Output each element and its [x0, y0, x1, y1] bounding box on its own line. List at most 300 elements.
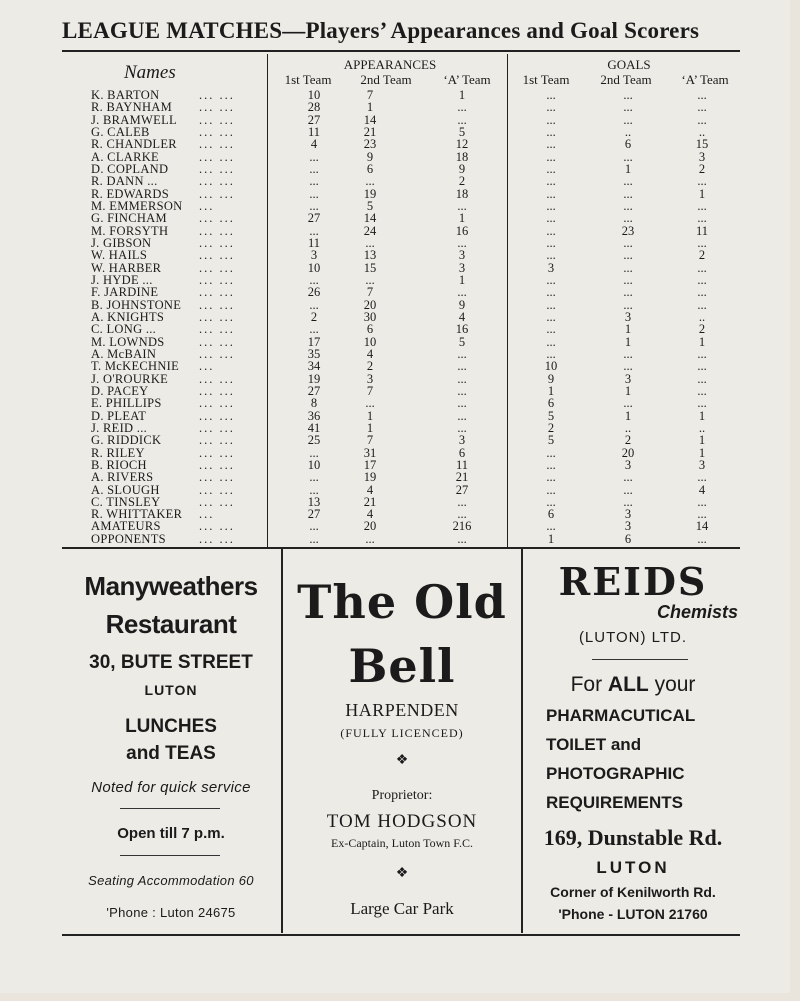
goals-1st: ...	[546, 223, 556, 238]
restaurant-seating: Seating Accommodation 60	[88, 873, 254, 888]
dot-leader: ...	[199, 198, 215, 213]
app-2nd: 10	[363, 334, 377, 349]
app-2nd: 15	[363, 260, 377, 275]
dot-leader: ... ...	[199, 137, 235, 152]
app-a: 21	[455, 470, 469, 485]
app-2nd: 4	[366, 482, 374, 497]
goals-a: ...	[697, 285, 707, 300]
player-name: T. McKECHNIE	[91, 359, 180, 374]
app-a: 1	[458, 272, 466, 287]
goals-2nd: ...	[623, 297, 633, 312]
goals-2nd: 3	[624, 507, 632, 522]
app-1st: 10	[307, 457, 321, 472]
player-name: R. RILEY	[91, 445, 145, 460]
app-1st: ...	[309, 297, 319, 312]
goals-a: 14	[695, 519, 709, 534]
app-1st: 27	[307, 507, 321, 522]
app-1st: 10	[307, 260, 321, 275]
pub-town: HARPENDEN	[345, 700, 459, 720]
app-a: 216	[452, 519, 472, 534]
goals-1st: 6	[547, 507, 555, 522]
player-name: E. PHILLIPS	[91, 396, 162, 411]
chemist-product-2: TOILET and	[546, 735, 642, 754]
dot-leader: ... ...	[199, 457, 235, 472]
restaurant-hours: Open till 7 p.m.	[117, 825, 225, 842]
player-name: D. PLEAT	[91, 408, 147, 423]
goals-a: ...	[697, 359, 707, 374]
app-a: 6	[458, 445, 466, 460]
app-2nd: 21	[363, 124, 377, 139]
table-row	[0, 286, 790, 298]
app-a: ...	[457, 198, 467, 213]
app-a: ...	[457, 371, 467, 386]
goals-2nd: 1	[624, 383, 632, 398]
table-row	[0, 249, 790, 261]
goals-a: 1	[698, 445, 706, 460]
goals-1st: ...	[546, 519, 556, 534]
app-2nd: 19	[363, 470, 377, 485]
app-1st: 41	[307, 420, 321, 435]
app-a: 12	[455, 137, 469, 152]
app-a: 16	[455, 322, 469, 337]
goals-2nd: ...	[623, 285, 633, 300]
dot-leader: ... ...	[199, 174, 235, 189]
player-name: D. COPLAND	[91, 161, 169, 176]
goals-a: 15	[695, 137, 709, 152]
app-a: 9	[458, 161, 466, 176]
ornament-icon: ❖	[395, 753, 409, 768]
goals-2nd: 1	[624, 322, 632, 337]
goals-a: 1	[698, 433, 706, 448]
tagline-post: your	[648, 673, 696, 696]
app-1st: ...	[309, 322, 319, 337]
app-1st: ...	[309, 482, 319, 497]
dot-leader: ... ...	[199, 100, 235, 115]
goals-1st: ...	[546, 285, 556, 300]
goals-2nd: ...	[623, 359, 633, 374]
goals-a: ...	[697, 494, 707, 509]
goals-1st: ...	[546, 457, 556, 472]
goals-2nd: ...	[623, 100, 633, 115]
goals-1st: 3	[547, 260, 555, 275]
app-1st: 36	[307, 408, 321, 423]
app-a: 4	[458, 309, 466, 324]
player-name: A. CLARKE	[91, 149, 159, 164]
goals-1st: ...	[546, 88, 556, 102]
proprietor-name: TOM HODGSON	[326, 811, 478, 832]
goals-1st: ...	[546, 334, 556, 349]
app-1st: ...	[309, 272, 319, 287]
goals-2nd: ...	[623, 198, 633, 213]
goals-1st: ...	[546, 124, 556, 139]
dot-leader: ... ...	[199, 186, 235, 201]
goals-a: ...	[697, 211, 707, 226]
goals-a: ...	[697, 198, 707, 213]
app-a: 2	[458, 174, 466, 189]
pub-parking: Large Car Park	[350, 899, 454, 918]
app-a: 3	[458, 260, 466, 275]
chemist-product-3: PHOTOGRAPHIC	[546, 764, 685, 783]
app-1st: ...	[309, 470, 319, 485]
ornament-icon: ❖	[395, 866, 409, 881]
app-2nd: 7	[366, 285, 374, 300]
app-1st: ...	[309, 223, 319, 238]
dot-leader: ... ...	[199, 519, 235, 534]
goals-1st: ...	[546, 112, 556, 127]
app-1st: 17	[307, 334, 321, 349]
goals-1st: ...	[546, 211, 556, 226]
dot-leader: ... ...	[199, 161, 235, 176]
goals-2nd: ...	[623, 260, 633, 275]
app-1st: 10	[307, 88, 321, 102]
dot-leader: ... ...	[199, 346, 235, 361]
goals-1st: ...	[546, 322, 556, 337]
col-header-app-a: ‘A’ Team	[443, 72, 491, 87]
player-name: B. JOHNSTONE	[91, 297, 182, 312]
app-2nd: 23	[363, 137, 377, 152]
table-bottom-rule	[62, 547, 740, 549]
goals-2nd: 1	[624, 408, 632, 423]
player-name: OPPONENTS	[91, 531, 166, 546]
table-row	[0, 434, 790, 446]
goals-2nd: ...	[623, 396, 633, 411]
app-1st: ...	[309, 445, 319, 460]
app-2nd: ...	[365, 531, 375, 546]
app-1st: ...	[309, 174, 319, 189]
dot-leader: ... ...	[199, 124, 235, 139]
dot-leader: ... ...	[199, 211, 235, 226]
player-name: C. TINSLEY	[91, 494, 161, 509]
goals-2nd: ...	[623, 88, 633, 102]
dot-leader: ... ...	[199, 371, 235, 386]
app-2nd: 14	[363, 211, 377, 226]
dot-leader: ... ...	[199, 334, 235, 349]
goals-2nd: 3	[624, 371, 632, 386]
dot-leader: ... ...	[199, 235, 235, 250]
restaurant-phone: 'Phone : Luton 24675	[106, 905, 236, 920]
goals-1st: ...	[546, 198, 556, 213]
goals-1st: ...	[546, 482, 556, 497]
player-name: J. BRAMWELL	[91, 112, 177, 127]
goals-a: ...	[697, 346, 707, 361]
app-2nd: 7	[366, 433, 374, 448]
player-name: F. JARDINE	[91, 285, 159, 300]
table-row	[0, 397, 790, 409]
app-a: ...	[457, 285, 467, 300]
goals-a: 2	[698, 161, 706, 176]
goals-1st: ...	[546, 161, 556, 176]
chemist-name: REIDS	[558, 559, 708, 604]
app-a: ...	[457, 383, 467, 398]
goals-1st: 6	[547, 396, 555, 411]
goals-2nd: 3	[624, 309, 632, 324]
player-name: A. RIVERS	[91, 470, 154, 485]
app-a: ...	[457, 507, 467, 522]
goals-1st: ...	[546, 235, 556, 250]
app-a: 5	[458, 124, 466, 139]
app-1st: 27	[307, 383, 321, 398]
chemist-product-4: REQUIREMENTS	[546, 793, 683, 812]
title-underline	[62, 50, 740, 52]
restaurant-rule-1	[120, 808, 220, 809]
app-2nd: 4	[366, 346, 374, 361]
goals-1st: ...	[546, 346, 556, 361]
app-1st: 27	[307, 112, 321, 127]
dot-leader: ... ...	[199, 272, 235, 287]
goals-a: 1	[698, 334, 706, 349]
player-name: K. BARTON	[91, 88, 160, 102]
player-name: M. LOWNDS	[91, 334, 165, 349]
app-a: 27	[455, 482, 469, 497]
app-2nd: ...	[365, 235, 375, 250]
app-2nd: 7	[366, 88, 374, 102]
pub-name-line-2: Bell	[348, 639, 456, 693]
goals-a: ..	[698, 124, 706, 139]
app-a: 1	[458, 211, 466, 226]
goals-a: 1	[698, 408, 706, 423]
goals-a: ...	[697, 272, 707, 287]
app-2nd: 9	[366, 149, 374, 164]
table-row	[0, 471, 790, 483]
dot-leader: ... ...	[199, 470, 235, 485]
proprietor-note: Ex-Captain, Luton Town F.C.	[331, 836, 473, 850]
player-name: A. KNIGHTS	[91, 309, 165, 324]
goals-2nd: ...	[623, 248, 633, 263]
app-a: 9	[458, 297, 466, 312]
app-1st: 28	[307, 100, 321, 115]
goals-a: ..	[698, 420, 706, 435]
table-row	[0, 323, 790, 335]
chemist-town: LUTON	[596, 858, 670, 877]
app-1st: ...	[309, 186, 319, 201]
dot-leader: ... ...	[199, 322, 235, 337]
restaurant-offer-2: and TEAS	[126, 743, 216, 764]
table-row	[0, 175, 790, 187]
goals-a: ...	[697, 371, 707, 386]
app-1st: 27	[307, 211, 321, 226]
dot-leader: ...	[199, 359, 215, 374]
goals-1st: ...	[546, 470, 556, 485]
app-a: ...	[457, 396, 467, 411]
page-title: LEAGUE MATCHES—Players’ Appearances and Goal Scorers	[62, 18, 700, 43]
dot-leader: ... ...	[199, 285, 235, 300]
goals-1st: ...	[546, 137, 556, 152]
tagline-pre: For	[570, 673, 608, 696]
app-2nd: 13	[363, 248, 377, 263]
goals-1st: ...	[546, 272, 556, 287]
restaurant-address: 30, BUTE STREET	[89, 652, 253, 673]
app-a: 16	[455, 223, 469, 238]
app-1st: 34	[307, 359, 321, 374]
goals-2nd: ..	[624, 420, 632, 435]
goals-a: 11	[695, 223, 709, 238]
app-1st: 11	[307, 235, 321, 250]
goals-a: ...	[697, 396, 707, 411]
app-2nd: ...	[365, 174, 375, 189]
goals-1st: 9	[547, 371, 555, 386]
col-header-app-1st: 1st Team	[284, 72, 332, 87]
app-1st: 13	[307, 494, 321, 509]
restaurant-name: Manyweathers	[84, 571, 258, 601]
dot-leader: ... ...	[199, 88, 235, 102]
table-row	[0, 101, 790, 113]
goals-2nd: ...	[623, 272, 633, 287]
goals-2nd: ...	[623, 112, 633, 127]
dot-leader: ... ...	[199, 433, 235, 448]
goals-1st: 10	[544, 359, 558, 374]
player-name: W. HAILS	[91, 248, 148, 263]
goals-a: 4	[698, 482, 706, 497]
app-a: 1	[458, 88, 466, 102]
app-2nd: 30	[363, 309, 377, 324]
app-a: ...	[457, 112, 467, 127]
app-a: ...	[457, 346, 467, 361]
app-1st: ...	[309, 149, 319, 164]
app-1st: 26	[307, 285, 321, 300]
player-name: D. PACEY	[91, 383, 149, 398]
app-2nd: 31	[363, 445, 377, 460]
goals-1st: ...	[546, 248, 556, 263]
app-1st: 3	[310, 248, 318, 263]
app-2nd: 1	[366, 100, 374, 115]
goals-2nd: 1	[624, 161, 632, 176]
goals-2nd: ...	[623, 174, 633, 189]
col-header-app-2nd: 2nd Team	[360, 72, 412, 87]
goals-1st: ...	[546, 100, 556, 115]
player-name: J. REID ...	[91, 420, 148, 435]
table-row	[0, 212, 790, 224]
player-name: B. RIOCH	[91, 457, 147, 472]
app-1st: 35	[307, 346, 321, 361]
players-table	[0, 89, 790, 545]
table-row	[0, 447, 790, 459]
app-a: ...	[457, 420, 467, 435]
goals-a: ...	[697, 507, 707, 522]
app-2nd: 6	[366, 161, 374, 176]
player-name: R. CHANDLER	[91, 137, 177, 152]
chemist-rule	[592, 659, 688, 660]
app-2nd: 14	[363, 112, 377, 127]
player-name: M. FORSYTH	[91, 223, 169, 238]
app-a: 5	[458, 334, 466, 349]
goals-2nd: 20	[621, 445, 635, 460]
dot-leader: ... ...	[199, 482, 235, 497]
chemist-product-1: PHARMACUTICAL	[546, 706, 696, 725]
restaurant-advert	[62, 553, 280, 933]
goals-a: 1	[698, 186, 706, 201]
goals-a: ...	[697, 470, 707, 485]
dot-leader: ... ...	[199, 445, 235, 460]
dot-leader: ...	[199, 507, 215, 522]
player-name: G. CALEB	[91, 124, 150, 139]
app-2nd: 6	[366, 322, 374, 337]
app-2nd: 24	[363, 223, 377, 238]
app-a: ...	[457, 235, 467, 250]
goals-header: GOALS	[607, 57, 651, 72]
dot-leader: ... ...	[199, 309, 235, 324]
goals-2nd: 3	[624, 457, 632, 472]
app-1st: ...	[309, 198, 319, 213]
goals-2nd: ...	[623, 235, 633, 250]
app-2nd: 1	[366, 420, 374, 435]
dot-leader: ... ...	[199, 149, 235, 164]
appearances-header: APPEARANCES	[343, 57, 437, 72]
dot-leader: ... ...	[199, 297, 235, 312]
goals-2nd: ...	[623, 186, 633, 201]
goals-1st: 5	[547, 433, 555, 448]
chemist-tagline	[524, 673, 742, 697]
goals-1st: ...	[546, 494, 556, 509]
goals-2nd: 2	[624, 433, 632, 448]
chemist-address: 169, Dunstable Rd.	[543, 825, 723, 850]
chemist-corner: Corner of Kenilworth Rd.	[550, 884, 716, 900]
player-name: A. McBAIN	[91, 346, 157, 361]
goals-2nd: ...	[623, 211, 633, 226]
goals-1st: ...	[546, 174, 556, 189]
chemist-phone: 'Phone - LUTON 21760	[558, 906, 708, 922]
app-2nd: 20	[363, 297, 377, 312]
player-name: A. SLOUGH	[91, 482, 160, 497]
goals-a: ...	[697, 88, 707, 102]
dot-leader: ... ...	[199, 260, 235, 275]
goals-2nd: ...	[623, 470, 633, 485]
reids-advert	[524, 553, 742, 933]
goals-a: ...	[697, 297, 707, 312]
table-row	[0, 484, 790, 496]
app-a: ...	[457, 531, 467, 546]
app-2nd: 20	[363, 519, 377, 534]
goals-2nd: 23	[621, 223, 635, 238]
goals-1st: ...	[546, 309, 556, 324]
col-header-goals-2nd: 2nd Team	[600, 72, 652, 87]
dot-leader: ... ...	[199, 408, 235, 423]
app-1st: 2	[310, 309, 318, 324]
app-a: 3	[458, 248, 466, 263]
proprietor-label: Proprietor:	[371, 788, 433, 803]
col-header-goals-1st: 1st Team	[522, 72, 570, 87]
app-2nd: 4	[366, 507, 374, 522]
dot-leader: ... ...	[199, 420, 235, 435]
app-2nd: 7	[366, 383, 374, 398]
restaurant-rule-2	[120, 855, 220, 856]
player-name: W. HARBER	[91, 260, 162, 275]
goals-a: ...	[697, 235, 707, 250]
names-header: Names	[124, 62, 176, 83]
app-2nd: 21	[363, 494, 377, 509]
goals-a: 3	[698, 457, 706, 472]
goals-2nd: ...	[623, 149, 633, 164]
app-a: 18	[455, 149, 469, 164]
table-row	[0, 138, 790, 150]
player-name: J. O'ROURKE	[91, 371, 169, 386]
dot-leader: ... ...	[199, 248, 235, 263]
goals-a: 3	[698, 149, 706, 164]
app-1st: 4	[310, 137, 318, 152]
app-1st: 25	[307, 433, 321, 448]
dot-leader: ... ...	[199, 531, 235, 546]
goals-a: ...	[697, 112, 707, 127]
chemist-ltd: (LUTON) LTD.	[578, 629, 688, 646]
dot-leader: ... ...	[199, 383, 235, 398]
player-name: R. EDWARDS	[91, 186, 170, 201]
app-1st: ...	[309, 531, 319, 546]
player-name: C. LONG ...	[91, 322, 157, 337]
goals-2nd: 6	[624, 137, 632, 152]
app-1st: ...	[309, 161, 319, 176]
restaurant-subtitle: Restaurant	[105, 609, 237, 639]
player-name: G. RIDDICK	[91, 433, 162, 448]
page-bottom-rule	[62, 934, 740, 936]
